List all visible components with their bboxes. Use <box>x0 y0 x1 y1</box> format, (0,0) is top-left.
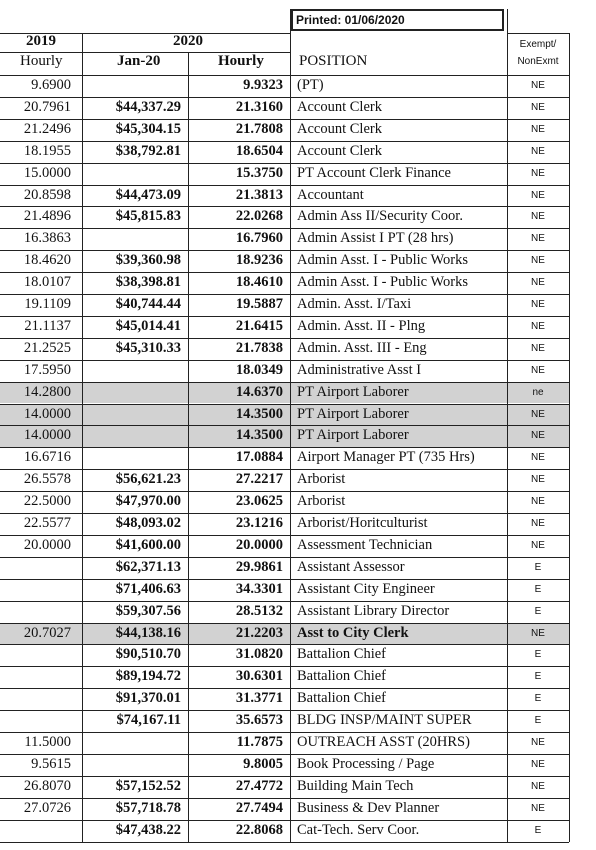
hourly-2020-cell: 23.1216 <box>235 515 283 531</box>
header-hourly-2020: Hourly <box>218 53 264 69</box>
jan-20-cell: $59,307.56 <box>115 602 181 619</box>
hourly-2019-cell: 16.3863 <box>23 230 71 247</box>
position-cell: Cat-Tech. Serv Coor. <box>297 821 420 838</box>
exempt-cell: E <box>534 671 542 683</box>
grid-vline <box>188 52 189 842</box>
grid-hline <box>0 360 569 361</box>
jan-20-cell: $45,310.33 <box>115 339 181 356</box>
grid-hline <box>0 688 569 689</box>
grid-hline <box>0 579 569 580</box>
position-cell: PT Airport Laborer <box>297 383 409 400</box>
exempt-cell: NE <box>531 342 545 354</box>
exempt-cell: NE <box>531 255 545 267</box>
hourly-2020-cell: 19.5887 <box>235 296 283 312</box>
grid-hline <box>0 250 569 251</box>
hourly-2020-cell: 11.7875 <box>236 734 283 750</box>
grid-hline <box>0 206 569 207</box>
position-cell: Battalion Chief <box>297 690 386 707</box>
position-cell: Account Clerk <box>297 120 382 137</box>
position-cell: Assessment Technician <box>297 536 433 553</box>
position-cell: PT Airport Laborer <box>297 405 409 422</box>
hourly-2019-cell: 18.4620 <box>23 252 71 269</box>
grid-hline <box>0 97 569 98</box>
position-cell: Book Processing / Page <box>297 755 435 772</box>
hourly-2020-cell: 14.3500 <box>235 405 283 422</box>
jan-20-cell: $38,398.81 <box>115 274 181 291</box>
hourly-2020-cell: 18.9236 <box>235 252 283 269</box>
position-cell: PT Airport Laborer <box>297 427 409 444</box>
grid-hline <box>0 798 569 799</box>
hourly-2020-cell: 27.4772 <box>235 777 283 794</box>
hourly-2020-cell: 30.6301 <box>235 668 283 685</box>
exempt-cell: NE <box>531 320 545 332</box>
hourly-2020-cell: 28.5132 <box>235 602 283 619</box>
position-cell: Account Clerk <box>297 98 382 115</box>
hourly-2020-cell: 18.6504 <box>235 142 283 159</box>
hourly-2020-cell: 18.4610 <box>235 274 283 291</box>
position-cell: Assistant Assessor <box>297 558 405 575</box>
position-cell: (PT) <box>297 77 324 93</box>
jan-20-cell: $74,167.11 <box>116 712 181 729</box>
exempt-cell: NE <box>531 123 545 135</box>
jan-20-cell: $45,304.15 <box>115 120 181 137</box>
hourly-2020-cell: 14.6370 <box>235 383 283 400</box>
header-position: POSITION <box>299 53 368 69</box>
grid-hline <box>0 52 290 53</box>
grid-hline <box>0 513 569 514</box>
exempt-cell: NE <box>531 101 545 113</box>
header-2019: 2019 <box>26 33 56 49</box>
grid-hline <box>0 820 569 821</box>
exempt-cell: NE <box>531 189 545 201</box>
hourly-2019-cell: 9.6900 <box>31 77 71 93</box>
hourly-2020-cell: 15.3750 <box>235 164 283 181</box>
position-cell: BLDG INSP/MAINT SUPER <box>297 712 472 729</box>
position-cell: Battalion Chief <box>297 668 386 685</box>
jan-20-cell: $41,600.00 <box>115 536 181 553</box>
hourly-2019-cell: 15.0000 <box>23 164 71 181</box>
hourly-2019-cell: 21.2525 <box>23 339 71 356</box>
position-cell: Asst to City Clerk <box>297 624 409 641</box>
grid-hline <box>0 294 569 295</box>
hourly-2020-cell: 34.3301 <box>235 580 283 597</box>
grid-hline <box>0 382 569 383</box>
hourly-2020-cell: 21.7808 <box>235 120 283 137</box>
position-cell: Assistant Library Director <box>297 602 450 619</box>
hourly-2020-cell: 21.3813 <box>235 186 283 203</box>
hourly-2020-cell: 21.2203 <box>235 624 283 641</box>
grid-hline <box>0 601 569 602</box>
hourly-2020-cell: 21.3160 <box>235 98 283 115</box>
exempt-cell: NE <box>531 408 545 420</box>
exempt-cell: NE <box>531 627 545 639</box>
grid-hline <box>0 842 569 843</box>
hourly-2019-cell: 20.8598 <box>23 186 71 203</box>
hourly-2020-cell: 21.6415 <box>235 317 283 334</box>
grid-hline <box>0 338 569 339</box>
hourly-2019-cell: 11.5000 <box>24 734 71 750</box>
hourly-2020-cell: 14.3500 <box>235 427 283 444</box>
hourly-2019-cell: 9.5615 <box>31 755 71 772</box>
grid-hline <box>0 75 569 76</box>
hourly-2019-cell: 21.4896 <box>23 208 71 225</box>
hourly-2020-cell: 22.0268 <box>235 208 283 225</box>
position-cell: Admin Ass II/Security Coor. <box>297 208 463 225</box>
exempt-cell: NE <box>531 145 545 157</box>
printed-date: Printed: 01/06/2020 <box>291 9 504 31</box>
grid-hline <box>0 228 569 229</box>
grid-vline <box>507 9 508 842</box>
grid-vline <box>569 33 570 842</box>
grid-hline <box>0 272 569 273</box>
position-cell: Battalion Chief <box>297 646 386 663</box>
jan-20-cell: $38,792.81 <box>115 142 181 159</box>
grid-hline <box>0 447 569 448</box>
exempt-cell: NE <box>531 364 545 376</box>
jan-20-cell: $40,744.44 <box>115 296 181 312</box>
hourly-2020-cell: 29.9861 <box>235 558 283 575</box>
position-cell: Accountant <box>297 186 364 203</box>
exempt-cell: ne <box>532 386 544 398</box>
exempt-cell: NE <box>531 211 545 223</box>
grid-hline <box>0 141 569 142</box>
grid-hline <box>0 491 569 492</box>
grid-hline <box>0 644 569 645</box>
position-cell: Admin. Asst. III - Eng <box>297 339 427 356</box>
grid-hline <box>507 33 569 34</box>
exempt-cell: E <box>534 693 542 705</box>
exempt-cell: E <box>534 824 542 836</box>
position-cell: Admin Assist I PT (28 hrs) <box>297 230 454 247</box>
hourly-2019-cell: 16.6716 <box>23 449 71 466</box>
exempt-cell: NE <box>531 474 545 486</box>
position-cell: Admin Asst. I - Public Works <box>297 274 468 291</box>
exempt-cell: E <box>534 715 542 727</box>
hourly-2019-cell: 22.5000 <box>23 493 71 510</box>
hourly-2019-cell: 14.0000 <box>23 405 71 422</box>
position-cell: Admin. Asst. II - Plng <box>297 317 426 334</box>
grid-hline <box>0 666 569 667</box>
exempt-cell: NE <box>531 518 545 529</box>
exempt-cell: E <box>534 583 542 595</box>
hourly-2020-cell: 35.6573 <box>235 712 283 729</box>
position-cell: Account Clerk <box>297 142 382 159</box>
hourly-2019-cell: 21.2496 <box>23 120 71 137</box>
hourly-2019-cell: 26.5578 <box>23 471 71 488</box>
exempt-cell: NE <box>531 539 545 551</box>
jan-20-cell: $90,510.70 <box>115 646 181 663</box>
jan-20-cell: $56,621.23 <box>115 471 181 488</box>
hourly-2019-cell: 19.1109 <box>24 296 71 312</box>
exempt-cell: E <box>534 561 542 573</box>
jan-20-cell: $47,970.00 <box>115 493 181 510</box>
jan-20-cell: $71,406.63 <box>115 580 181 597</box>
grid-hline <box>0 316 569 317</box>
jan-20-cell: $91,370.01 <box>115 690 181 707</box>
position-cell: OUTREACH ASST (20HRS) <box>297 734 470 750</box>
hourly-2019-cell: 17.5950 <box>23 361 71 378</box>
position-cell: Airport Manager PT (735 Hrs) <box>297 449 475 466</box>
exempt-cell: NE <box>531 496 545 508</box>
grid-hline <box>0 623 569 624</box>
jan-20-cell: $44,337.29 <box>115 98 181 115</box>
grid-hline <box>0 163 569 164</box>
position-cell: Admin Asst. I - Public Works <box>297 252 468 269</box>
exempt-cell: E <box>534 649 542 661</box>
jan-20-cell: $44,138.16 <box>115 624 181 641</box>
exempt-cell: NE <box>531 430 545 442</box>
grid-hline <box>0 732 569 733</box>
position-cell: Arborist <box>297 493 346 510</box>
exempt-cell: NE <box>531 167 545 179</box>
exempt-cell: E <box>534 605 542 617</box>
hourly-2020-cell: 23.0625 <box>235 493 283 510</box>
grid-hline <box>0 754 569 755</box>
hourly-2019-cell: 20.7027 <box>23 624 71 641</box>
jan-20-cell: $47,438.22 <box>115 821 181 838</box>
grid-vline <box>290 9 291 842</box>
position-cell: Business & Dev Planner <box>297 799 440 816</box>
grid-hline <box>0 425 569 426</box>
grid-hline <box>0 404 569 405</box>
hourly-2020-cell: 27.2217 <box>235 471 283 488</box>
exempt-cell: NE <box>531 452 545 464</box>
hourly-2019-cell: 21.1137 <box>24 317 71 334</box>
hourly-2019-cell: 20.7961 <box>23 98 71 115</box>
exempt-cell: NE <box>531 233 545 245</box>
hourly-2020-cell: 17.0884 <box>235 449 283 466</box>
grid-hline <box>0 710 569 711</box>
grid-hline <box>0 776 569 777</box>
hourly-2020-cell: 31.3771 <box>235 690 283 707</box>
hourly-2019-cell: 20.0000 <box>23 536 71 553</box>
hourly-2020-cell: 9.8005 <box>243 755 283 772</box>
exempt-cell: NE <box>531 780 545 792</box>
grid-hline <box>0 33 290 34</box>
exempt-cell: NE <box>531 737 545 748</box>
jan-20-cell: $45,014.41 <box>115 317 181 334</box>
hourly-2020-cell: 21.7838 <box>235 339 283 356</box>
jan-20-cell: $57,152.52 <box>115 777 181 794</box>
jan-20-cell: $48,093.02 <box>115 515 181 531</box>
hourly-2020-cell: 27.7494 <box>235 799 283 816</box>
hourly-2020-cell: 16.7960 <box>235 230 283 247</box>
hourly-2019-cell: 14.2800 <box>23 383 71 400</box>
jan-20-cell: $39,360.98 <box>115 252 181 269</box>
hourly-2020-cell: 31.0820 <box>235 646 283 663</box>
hourly-2019-cell: 18.1955 <box>23 142 71 159</box>
hourly-2019-cell: 27.0726 <box>23 799 71 816</box>
grid-hline <box>0 557 569 558</box>
position-cell: PT Account Clerk Finance <box>297 164 451 181</box>
jan-20-cell: $44,473.09 <box>115 186 181 203</box>
position-cell: Administrative Asst I <box>297 361 422 378</box>
hourly-2019-cell: 26.8070 <box>23 777 71 794</box>
hourly-2020-cell: 22.8068 <box>235 821 283 838</box>
position-cell: Arborist <box>297 471 346 488</box>
grid-vline <box>82 33 83 842</box>
header-exempt-1: Exempt/ <box>519 39 557 50</box>
position-cell: Admin. Asst. I/Taxi <box>297 296 412 312</box>
position-cell: Building Main Tech <box>297 777 414 794</box>
header-exempt-2: NonExmt <box>517 56 559 67</box>
hourly-2020-cell: 20.0000 <box>235 536 283 553</box>
jan-20-cell: $89,194.72 <box>115 668 181 685</box>
jan-20-cell: $62,371.13 <box>115 558 181 575</box>
header-jan-20: Jan-20 <box>117 53 161 69</box>
jan-20-cell: $57,718.78 <box>115 799 181 816</box>
hourly-2020-cell: 9.9323 <box>243 77 283 93</box>
grid-hline <box>0 185 569 186</box>
grid-hline <box>0 119 569 120</box>
position-cell: Arborist/Horitculturist <box>297 515 428 531</box>
jan-20-cell: $45,815.83 <box>115 208 181 225</box>
grid-hline <box>0 535 569 536</box>
hourly-2019-cell: 22.5577 <box>23 515 71 531</box>
exempt-cell: NE <box>531 802 545 814</box>
hourly-2019-cell: 18.0107 <box>23 274 71 291</box>
hourly-2019-cell: 14.0000 <box>23 427 71 444</box>
grid-hline <box>0 469 569 470</box>
exempt-cell: NE <box>531 758 545 770</box>
position-cell: Assistant City Engineer <box>297 580 435 597</box>
hourly-2020-cell: 18.0349 <box>235 361 283 378</box>
header-2020: 2020 <box>173 33 203 49</box>
exempt-cell: NE <box>531 299 545 310</box>
exempt-cell: NE <box>531 277 545 289</box>
header-hourly-2019: Hourly <box>20 53 63 69</box>
exempt-cell: NE <box>531 80 545 91</box>
